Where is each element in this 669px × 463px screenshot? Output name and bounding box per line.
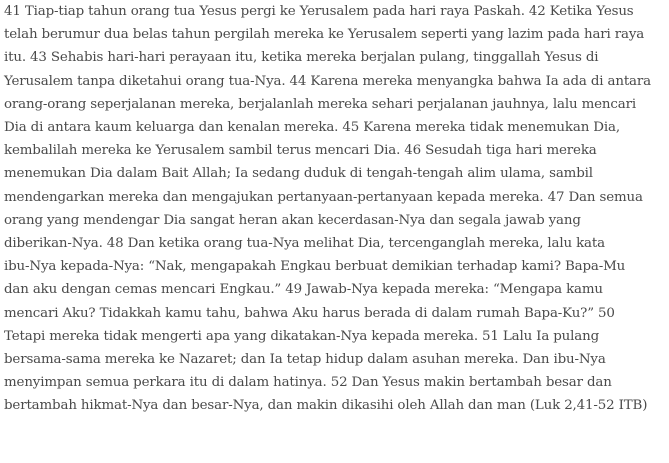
passage-line: itu. 43 Sehabis hari-hari perayaan itu, ketika mereka berjalan pulang, tinggallah Yesus di [4, 50, 599, 66]
passage-line: menyimpan semua perkara itu di dalam hatinya. 52 Dan Yesus makin bertambah besar dan [4, 375, 612, 391]
passage-line: telah berumur dua belas tahun pergilah mereka ke Yerusalem seperti yang lazim pada hari raya [4, 27, 645, 43]
passage-line: Dia di antara kaum keluarga dan kenalan mereka. 45 Karena mereka tidak menemukan Dia, [4, 120, 620, 136]
passage-line: diberikan-Nya. 48 Dan ketika orang tua-Nya melihat Dia, tercenganglah mereka, lalu kata [4, 236, 605, 252]
passage-line: mendengarkan mereka dan mengajukan pertanyaan-pertanyaan kepada mereka. 47 Dan semua [4, 189, 643, 205]
passage-line: 41 Tiap-tiap tahun orang tua Yesus pergi ke Yerusalem pada hari raya Paskah. 42 Ketika Yesus [4, 4, 634, 19]
passage-line: orang yang mendengar Dia sangat heran akan kecerdasan-Nya dan segala jawab yang [4, 212, 581, 228]
passage-line: mencari Aku? Tidakkah kamu tahu, bahwa Aku harus berada di dalam rumah Bapa-Ku?” 50 [4, 305, 615, 321]
passage-line: menemukan Dia dalam Bait Allah; Ia sedang duduk di tengah-tengah alim ulama, sambil [4, 166, 593, 182]
scripture-passage [4, 0, 668, 418]
passage-line: dan aku dengan cemas mencari Engkau.” 49 Jawab-Nya kepada mereka: “Mengapa kamu [4, 282, 603, 298]
passage-line: kembalilah mereka ke Yerusalem sambil terus mencari Dia. 46 Sesudah tiga hari mereka [4, 143, 597, 159]
passage-line: bersama-sama mereka ke Nazaret; dan Ia tetap hidup dalam asuhan mereka. Dan ibu-Nya [4, 352, 606, 368]
passage-line: ibu-Nya kepada-Nya: “Nak, mengapakah Engkau berbuat demikian terhadap kami? Bapa-Mu [4, 259, 626, 275]
passage-line: Tetapi mereka tidak mengerti apa yang dikatakan-Nya kepada mereka. 51 Lalu Ia pulang [4, 328, 600, 344]
passage-line: Yerusalem tanpa diketahui orang tua-Nya. 44 Karena mereka menyangka bahwa Ia ada di antara [4, 73, 651, 89]
passage-line: bertambah hikmat-Nya dan besar-Nya, dan makin dikasihi oleh Allah dan man (Luk 2,41-52 ITB) [4, 398, 648, 414]
passage-line: orang-orang seperjalanan mereka, berjalanlah mereka sehari perjalanan jauhnya, lalu mencari [4, 96, 636, 112]
